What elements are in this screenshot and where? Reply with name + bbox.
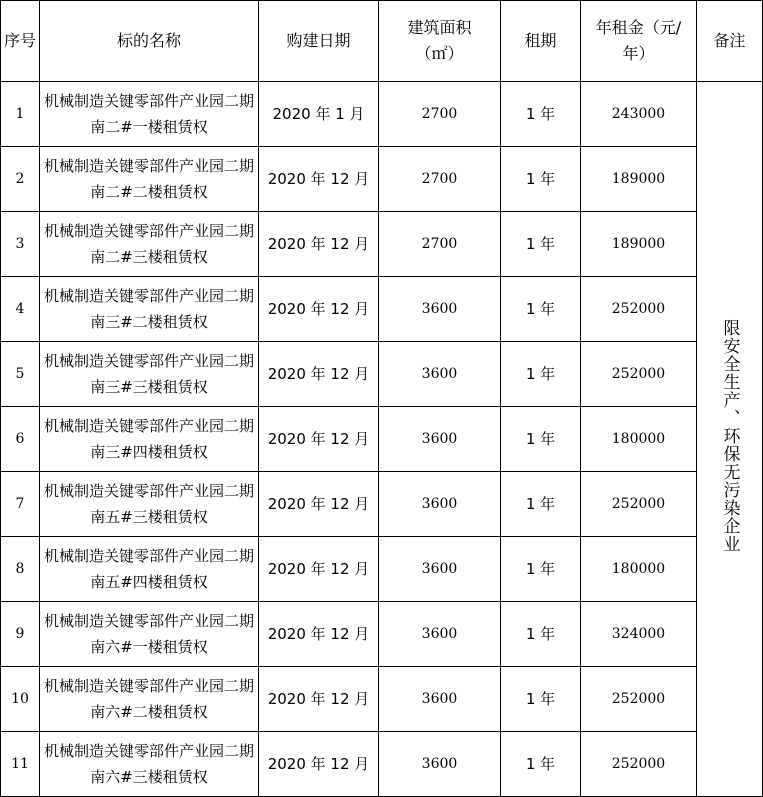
cell-no: 10	[1, 667, 40, 732]
cell-rent: 243000	[581, 82, 697, 147]
cell-date: 2020 年 12 月	[259, 277, 379, 342]
cell-term: 1 年	[501, 537, 581, 602]
cell-rent: 252000	[581, 472, 697, 537]
header-no: 序号	[1, 1, 40, 82]
cell-date: 2020 年 12 月	[259, 667, 379, 732]
cell-term: 1 年	[501, 212, 581, 277]
cell-date: 2020 年 12 月	[259, 537, 379, 602]
cell-no: 5	[1, 342, 40, 407]
cell-term: 1 年	[501, 602, 581, 667]
cell-rent: 252000	[581, 342, 697, 407]
cell-name: 机械制造关键零部件产业园二期南三#四楼租赁权	[40, 407, 259, 472]
cell-rent: 252000	[581, 732, 697, 797]
cell-area: 3600	[379, 667, 501, 732]
cell-note	[697, 82, 763, 797]
cell-term: 1 年	[501, 147, 581, 212]
note-text: 限安全生产、环保无污染企业	[719, 318, 740, 553]
cell-date: 2020 年 12 月	[259, 212, 379, 277]
cell-name: 机械制造关键零部件产业园二期南六#一楼租赁权	[40, 602, 259, 667]
cell-no: 7	[1, 472, 40, 537]
cell-date: 2020 年 12 月	[259, 147, 379, 212]
header-row	[1, 1, 763, 82]
table-row	[1, 472, 763, 537]
cell-name: 机械制造关键零部件产业园二期南六#三楼租赁权	[40, 732, 259, 797]
cell-term: 1 年	[501, 407, 581, 472]
cell-date: 2020 年 12 月	[259, 472, 379, 537]
cell-rent: 252000	[581, 667, 697, 732]
cell-rent: 180000	[581, 407, 697, 472]
cell-date: 2020 年 1 月	[259, 82, 379, 147]
cell-term: 1 年	[501, 732, 581, 797]
cell-rent: 252000	[581, 277, 697, 342]
table-body	[1, 82, 763, 797]
cell-no: 11	[1, 732, 40, 797]
cell-area: 2700	[379, 82, 501, 147]
cell-rent: 324000	[581, 602, 697, 667]
cell-no: 4	[1, 277, 40, 342]
cell-name: 机械制造关键零部件产业园二期南三#二楼租赁权	[40, 277, 259, 342]
cell-no: 1	[1, 82, 40, 147]
table-row	[1, 602, 763, 667]
cell-date: 2020 年 12 月	[259, 732, 379, 797]
cell-no: 6	[1, 407, 40, 472]
cell-area: 3600	[379, 732, 501, 797]
cell-name: 机械制造关键零部件产业园二期南六#二楼租赁权	[40, 667, 259, 732]
header-note: 备注	[697, 1, 763, 82]
cell-name: 机械制造关键零部件产业园二期南三#三楼租赁权	[40, 342, 259, 407]
cell-area: 3600	[379, 602, 501, 667]
cell-area: 3600	[379, 537, 501, 602]
cell-name: 机械制造关键零部件产业园二期南五#四楼租赁权	[40, 537, 259, 602]
table-row	[1, 667, 763, 732]
cell-term: 1 年	[501, 472, 581, 537]
table-row	[1, 342, 763, 407]
cell-name: 机械制造关键零部件产业园二期南二#二楼租赁权	[40, 147, 259, 212]
cell-area: 2700	[379, 212, 501, 277]
header-rent: 年租金（元/年）	[581, 1, 697, 82]
cell-name: 机械制造关键零部件产业园二期南五#三楼租赁权	[40, 472, 259, 537]
table-row	[1, 82, 763, 147]
header-area: 建筑面积（㎡）	[379, 1, 501, 82]
cell-area: 2700	[379, 147, 501, 212]
cell-term: 1 年	[501, 667, 581, 732]
table-row	[1, 537, 763, 602]
cell-date: 2020 年 12 月	[259, 342, 379, 407]
cell-rent: 180000	[581, 537, 697, 602]
cell-date: 2020 年 12 月	[259, 602, 379, 667]
cell-area: 3600	[379, 407, 501, 472]
cell-no: 8	[1, 537, 40, 602]
cell-no: 2	[1, 147, 40, 212]
table-row	[1, 732, 763, 797]
cell-area: 3600	[379, 472, 501, 537]
cell-name: 机械制造关键零部件产业园二期南二#一楼租赁权	[40, 82, 259, 147]
header-term: 租期	[501, 1, 581, 82]
cell-area: 3600	[379, 342, 501, 407]
header-name: 标的名称	[40, 1, 259, 82]
table-row	[1, 147, 763, 212]
cell-date: 2020 年 12 月	[259, 407, 379, 472]
table-row	[1, 407, 763, 472]
cell-area: 3600	[379, 277, 501, 342]
cell-term: 1 年	[501, 277, 581, 342]
header-date: 购建日期	[259, 1, 379, 82]
cell-rent: 189000	[581, 212, 697, 277]
table-row	[1, 212, 763, 277]
cell-rent: 189000	[581, 147, 697, 212]
table-row	[1, 277, 763, 342]
cell-term: 1 年	[501, 82, 581, 147]
cell-no: 3	[1, 212, 40, 277]
cell-no: 9	[1, 602, 40, 667]
cell-name: 机械制造关键零部件产业园二期南二#三楼租赁权	[40, 212, 259, 277]
cell-term: 1 年	[501, 342, 581, 407]
